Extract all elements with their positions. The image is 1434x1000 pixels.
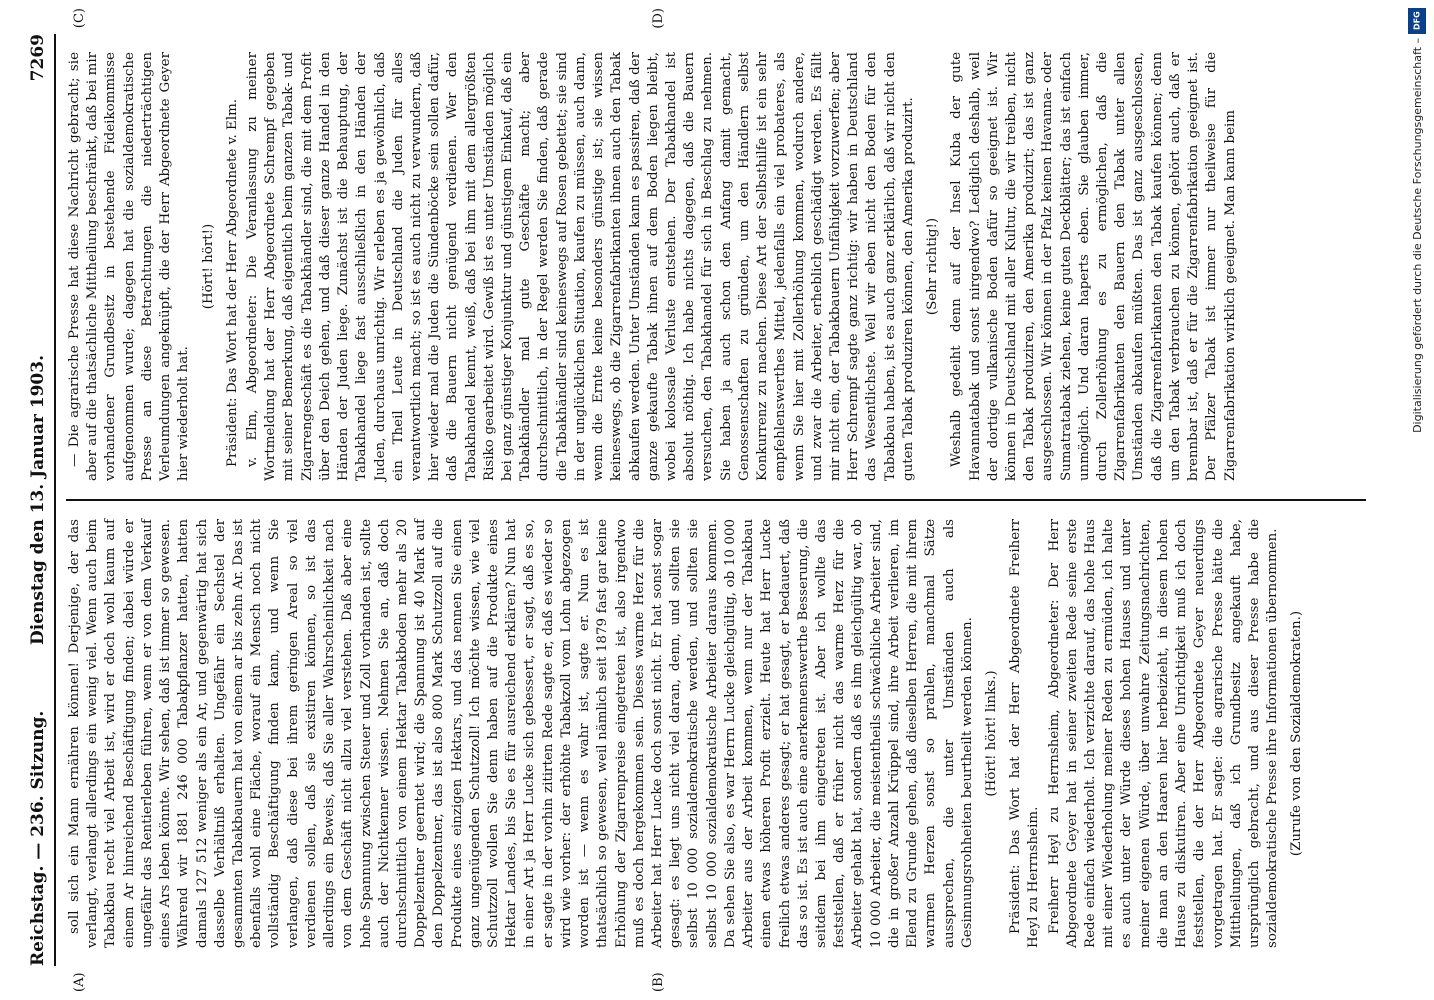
page-number: 7269 [28, 33, 48, 82]
column-divider [66, 499, 1366, 501]
paragraph: Weshalb gedeiht denn auf der Insel Kuba der gute Havannatabak und sonst nirgendwo? Lediglich deshalb, weil der dortige vulkanische Boden dafür so geeignet ist. Wir können in Deutschland mit aller Kultur, die wir treiben, nicht den Tabak produziren, den Amerika produzirt; das ist ganz ausgeschlossen. Wir können in der Pfalz keinen Havanna- oder Sumatratabak ziehen, keine guten Deckblätter; das ist einfach unmöglich. Und daran haperts eben. Sie glauben immer, durch Zollerhöhung es zu ermöglichen, daß die Zigarrenfabrikanten den Bauern den Tabak unter allen Umständen abkaufen müßten. Das ist ganz ausgeschlossen, daß die Zigarrenfabrikanten den Tabak kaufen können; denn um den Tabak verbrauchen zu können, gehört auch, daß er brennbar ist, daß er für die Zigarrenfabrikation geeignet ist. Der Pfälzer Tabak ist immer nur theilweise für die Zigarrenfabrikation wirklich geeignet. Man kann beim [949, 52, 1238, 481]
credit-text: Digitalisierung gefördert durch die Deutsche Forschungsgemeinschaft – [1410, 38, 1424, 433]
interjection: (Zurufe von den Sozialdemokraten.) [1289, 610, 1305, 857]
header-date: Dienstag den 13. Januar 1903. [28, 355, 48, 645]
page-header [28, 34, 56, 966]
left-column [66, 501, 1366, 966]
margin-mark-c: (C) [72, 8, 87, 29]
interjection: (Hört! hört! links.) [983, 670, 999, 797]
dfg-logo: DFG [1408, 8, 1426, 34]
text-columns [66, 8, 1366, 992]
paragraph: — Die agrarische Presse hat diese Nachricht gebracht; sie aber auf die thatsächliche Mittheilung beschränkt, daß bei mir vorhandener Grundbesitz in bestehende Fideikommisse aufgenommen wurde; dagegen hat die sozialdemokratische Presse an diese Betrachtungen die niederträchtigen Verleumdungen angeknüpft, die der Herr Abgeordnete Geyer hier wiederholt hat. [67, 52, 192, 481]
margin-mark-a: (A) [72, 972, 87, 992]
right-column [66, 34, 1366, 499]
paragraph: v. Elm, Abgeordneter: Die Veranlassung zu meiner Wortmeldung hat der Herr Abgeordnete Schrempf gegeben mit seiner Bemerkung, daß eigentlich beim ganzen Tabak- und Zigarrengeschäft es die Tabakhändler sind, die mit dem Profit über den Deich gehen, und daß dieser ganze Handel in den Händen der Juden liege. Zunächst ist die Behauptung, der Tabakhandel liege fast ausschließlich in den Händen der Juden, durchaus unrichtig. Wir erleben es ja gewöhnlich, daß ein Theil Leute in Deutschland die Juden für alles verantwortlich macht; so ist es auch nicht zu verwundern, daß hier wieder mal die Juden die Sündenböcke sein sollen dafür, daß die Bauern nicht genügend verdienen. Wer den Tabakhandel kennt, weiß, daß bei ihm mit dem allergrößten Risiko gearbeitet wird. Gewiß ist es unter Umständen möglich bei ganz günstiger Konjunktur und günstigem Einkauf, daß ein Tabakhändler mal gute Geschäfte macht; aber durchschnittlich, in der Regel werden Sie finden, daß gerade die Tabakhändler sind keineswegs auf Rosen gebettet; sie sind in der unglücklichen Situation, kaufen zu müssen, auch dann, wenn die Ernte keine besonders günstige ist; sie wissen keineswegs, ob die Zigarrenfabrikanten ihnen auch den Tabak abkaufen werden. Unter Umständen kann es passiren, daß der ganze gekaufte Tabak ihnen auf dem Boden liegen bleibt, wobei kolossale Verluste entstehen. Der Tabakhandel ist absolut nöthig. Ich habe nichts dagegen, daß die Bauern versuchen, den Tabakhandel für sich in Beschlag zu nehmen. Sie haben ja auch schon den Anfang damit gemacht, Genossenschaften zu gründen, um den Händlern selbst Konkurrenz zu machen. Diese Art der Selbsthilfe ist ein sehr empfehlenswerthes Mittel, jedenfalls ein viel probateres, als wenn Sie hier mit Zollerhöhung kommen, wodurch andere, und zwar die Arbeiter, erheblich geschädigt werden. Es fällt mir nicht ein, der Tabakbauern Unfähigkeit vorzuwerfen; aber Herr Schrempf sagte ganz richtig: wir haben in Deutschland das Wesentlichste. Weil wir eben nicht den Boden für den Tabakbau haben, ist es auch ganz erklärlich, daß wir nicht den guten Tabak produziren können, den Amerika produzirt. [244, 52, 916, 481]
digitization-credit [1404, 8, 1430, 992]
margin-mark-b: (B) [651, 972, 666, 992]
interjection: (Sehr richtig!) [925, 217, 941, 316]
header-left: Reichstag. — 236. Sitzung. [28, 710, 48, 966]
paragraph: soll sich ein Mann ernähren können! Derjenige, der das verlangt, verlangt allerdings ein wenig viel. Wenn auch beim Tabakbau recht viel Arbeit ist, wird er doch wohl kaum auf einem Ar hinreichend Beschäftigung finden; dabei würde er ungefähr das Rentierleben führen, wenn er von dem Verkauf eines Ars leben könnte. Wir sehen, daß ist immer so gewesen. Während wir 1881 246 000 Tabakpflanzer hatten, hatten damals 127 512 weniger als ein Ar, und gegenwärtig hat sich dasselbe Verhältniß erhalten. Ungefähr ein Sechstel der gesammten Tabakbauern hat von einem ar bis zehn Ar. Das ist ebenfalls wohl eine Fläche, worauf ein Mensch noch nicht vollständig Beschäftigung finden kann, und wenn Sie verlangen, daß diese bei ihrem geringen Areal so viel verdienen sollen, daß sie existiren können, so ist das allerdings ein Beweis, daß Sie aller Wahrscheinlichkeit nach von dem Geschäft nicht allzu viel verstehen. Daß aber eine hohe Spannung zwischen Steuer und Zoll vorhanden ist, sollte auch der Nichtkenner wissen. Nehmen Sie an, daß doch durchschnittlich von einem Hektar Tabakboden mehr als 20 Doppelzentner geerntet wird; die Spannung ist 40 Mark auf den Doppelzentner, das ist also 800 Mark Schutzzoll auf die Produkte eines einzigen Hektars, und das nennen Sie einen ganz ungenügenden Schutzzoll! Ich möchte wissen, wie viel Schutzzoll wollen Sie denn haben auf die Produkte eines Hektar Landes, bis Sie es für ausreichend erklären? Nun hat in einer Art ja Herr Lucke sich gebessert, er sagt, daß es so, er sagte in der vorhin zitirten Rede sagte er, daß es wieder so wird wie vorher: der erhöhte Tabakzoll vom Lohn abgezogen worden ist — wenn es wahr ist, sagte er. Nun es ist thatsächlich so gewesen, weil nämlich seit 1879 fast gar keine Erhöhung der Zigarrenpreise eingetreten ist, also irgendwo muß es doch hergekommen sein. Dieses warme Herz für die Arbeiter hat Herr Lucke doch sonst nicht. Er hat sonst sogar gesagt: es liegt uns nicht viel daran, denn, und sollten sie selbst 10 000 sozialdemokratische werden, und sollten sie selbst 10 000 sozialdemokratische Arbeiter daraus kommen. Da sehen Sie also, es war Herrn Lucke gleichgültig, ob 10 000 Arbeiter aus der Arbeit kommen, wenn nur der Tabakbau einen etwas höheren Profit erzielt. Heute hat Herr Lucke freilich etwas anderes gesagt; er hat gesagt, er bedauert, daß das so ist. Es ist auch eine anerkennenswerthe Besserung, die seitdem bei ihm eingetreten ist. Aber ich wollte das feststellen, daß er früher nicht das warme Herz für die Arbeiter gehabt hat, sondern daß es ihm gleichgültig war, ob 10 000 Arbeiter, die meistentheils schwächliche Arbeiter sind, die in großer Anzahl Krüppel sind, ihre Arbeit verlieren, im Elend zu Grunde gehen, daß dieselben Herren, die mit ihrem warmen Herzen sonst so prahlen, manchmal Sätze aussprechen, die unter Umständen auch als Gesinnungsrohheiten beurtheilt werden können. [67, 519, 975, 948]
margin-mark-d: (D) [651, 8, 666, 29]
paragraph: Freiherr Heyl zu Herrnsheim, Abgeordneter: Der Herr Abgeordnete Geyer hat in seiner zweiten Rede seine erste Rede einfach wiederholt. Ich verzichte darauf, das hohe Haus mit einer Wiederholung meiner Reden zu ermüden, ich halte es auch unter der Würde dieses hohen Hauses und unter meiner eigenen Würde, über unwahre Zeitungsnachrichten, die man an den Haaren hier herbeizieht, in diesem hohen Hause zu diskutiren. Aber eine Unrichtigkeit muß ich doch feststellen, die der Herr Abgeordnete Geyer neuerdings vorgetragen hat. Er sagte: die agrarische Presse hätte die Mittheilungen, daß ich Grundbesitz angekauft habe, ursprünglich gebracht, und aus dieser Presse habe die sozialdemokratische Presse ihre Informationen übernommen. [1046, 519, 1281, 948]
paragraph: Präsident: Das Wort hat der Herr Abgeordnete v. Elm. [224, 98, 240, 467]
interjection: (Hört! hört!) [200, 223, 216, 310]
paragraph: Präsident: Das Wort hat der Herr Abgeordnete Freiherr Heyl zu Herrnsheim. [1008, 519, 1042, 948]
